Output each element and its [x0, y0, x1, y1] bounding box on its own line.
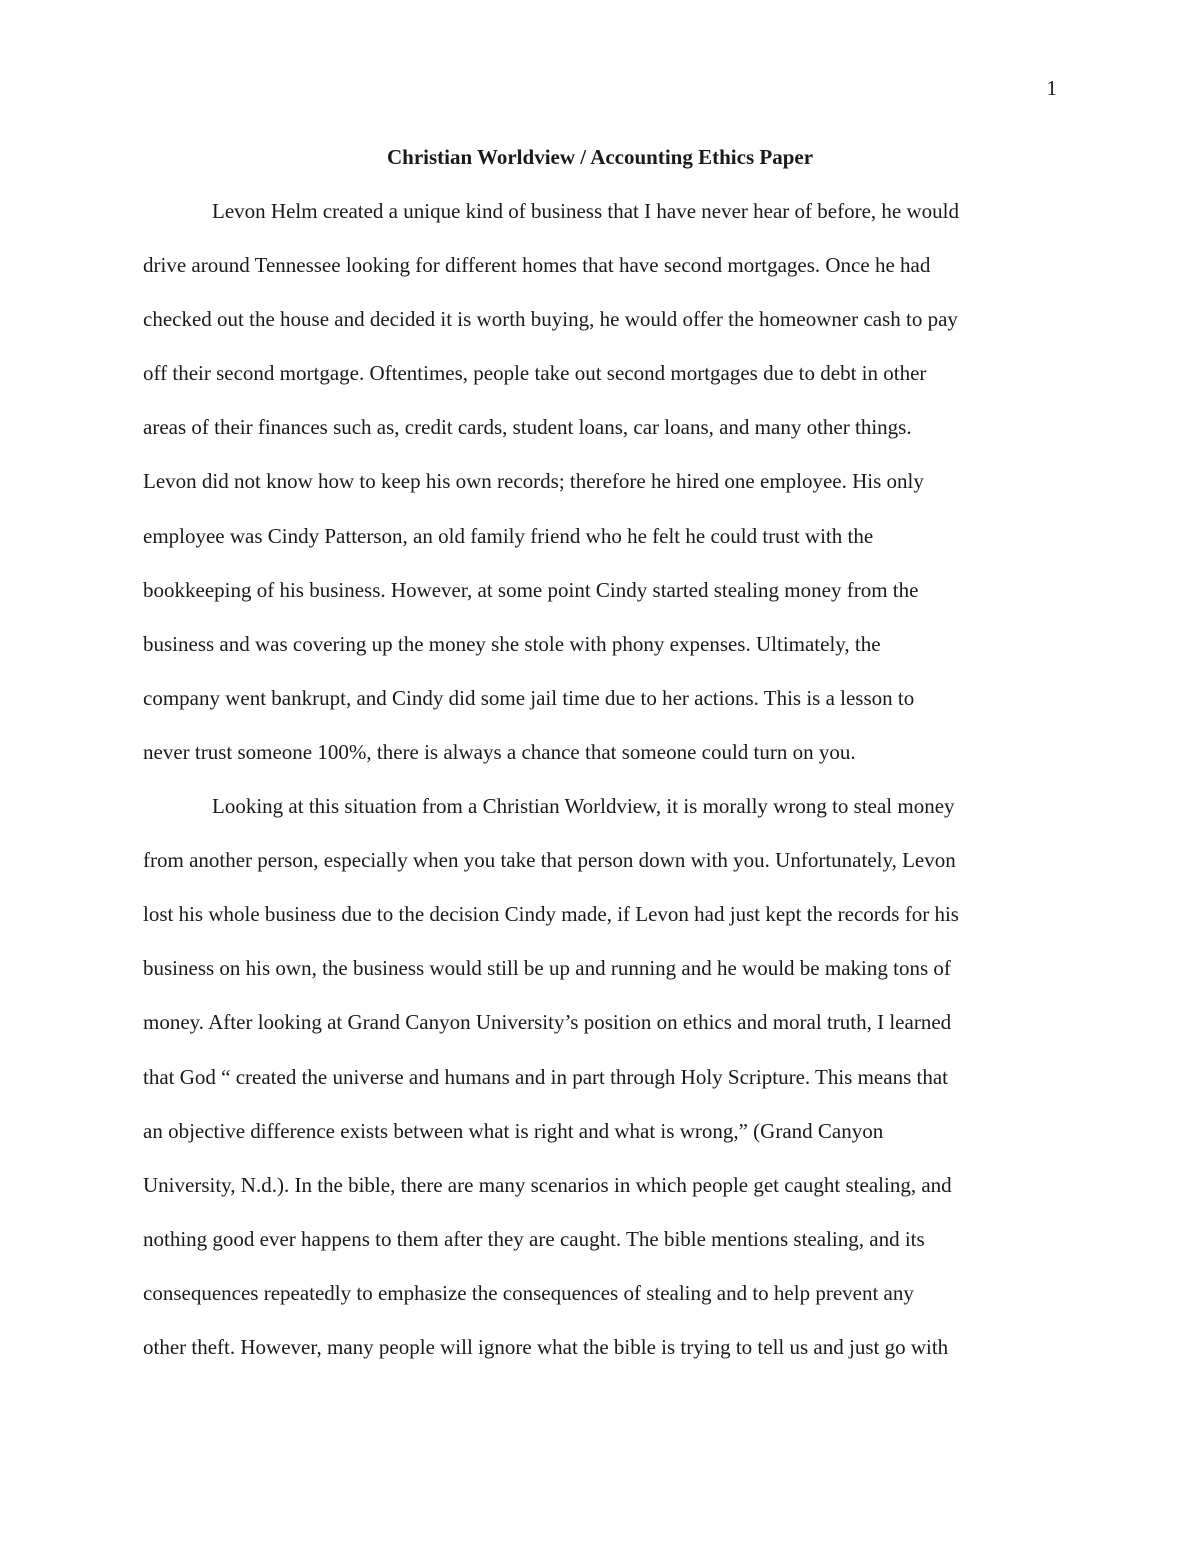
- text-line: employee was Cindy Patterson, an old family friend who he felt he could trust with the: [143, 523, 874, 548]
- text-line: checked out the house and decided it is worth buying, he would offer the homeowner cash to pay: [143, 307, 958, 332]
- document-body: [143, 184, 1073, 1374]
- text-line: off their second mortgage. Oftentimes, people take out second mortgages due to debt in other: [143, 361, 927, 386]
- text-line: nothing good ever happens to them after they are caught. The bible mentions stealing, and its: [143, 1226, 925, 1251]
- text-line: drive around Tennessee looking for different homes that have second mortgages. Once he had: [143, 253, 931, 278]
- page-number: 1: [1046, 76, 1057, 100]
- document-title: Christian Worldview / Accounting Ethics Paper: [386, 145, 814, 169]
- text-line: from another person, especially when you take that person down with you. Unfortunately, Levon: [143, 848, 956, 873]
- text-line: an objective difference exists between what is right and what is wrong,” (Grand Canyon: [143, 1118, 884, 1143]
- text-line: that God “ created the universe and humans and in part through Holy Scripture. This means that: [143, 1064, 948, 1089]
- text-line: company went bankrupt, and Cindy did some jail time due to her actions. This is a lesson to: [143, 685, 915, 710]
- paragraph-2: [143, 779, 1073, 1374]
- text-line: business on his own, the business would still be up and running and he would be making tons of: [143, 956, 951, 981]
- text-line: business and was covering up the money she stole with phony expenses. Ultimately, the: [143, 631, 881, 656]
- text-line: never trust someone 100%, there is always a chance that someone could turn on you.: [143, 739, 856, 764]
- text-line: areas of their finances such as, credit cards, student loans, car loans, and many other things.: [143, 415, 912, 440]
- paragraph-1: [143, 184, 1073, 779]
- text-line: bookkeeping of his business. However, at some point Cindy started stealing money from the: [143, 577, 919, 602]
- text-line: Looking at this situation from a Christian Worldview, it is morally wrong to steal money: [212, 794, 955, 819]
- text-line: other theft. However, many people will ignore what the bible is trying to tell us and just go with: [143, 1334, 949, 1359]
- text-line: Levon Helm created a unique kind of business that I have never hear of before, he would: [212, 199, 959, 223]
- text-line: money. After looking at Grand Canyon University’s position on ethics and moral truth, I learned: [143, 1010, 952, 1035]
- text-line: lost his whole business due to the decision Cindy made, if Levon had just kept the records for his: [143, 902, 959, 927]
- text-line: University, N.d.). In the bible, there are many scenarios in which people get caught stealing, and: [143, 1172, 952, 1197]
- text-line: Levon did not know how to keep his own records; therefore he hired one employee. His only: [143, 469, 924, 494]
- text-line: consequences repeatedly to emphasize the consequences of stealing and to help prevent any: [143, 1280, 914, 1305]
